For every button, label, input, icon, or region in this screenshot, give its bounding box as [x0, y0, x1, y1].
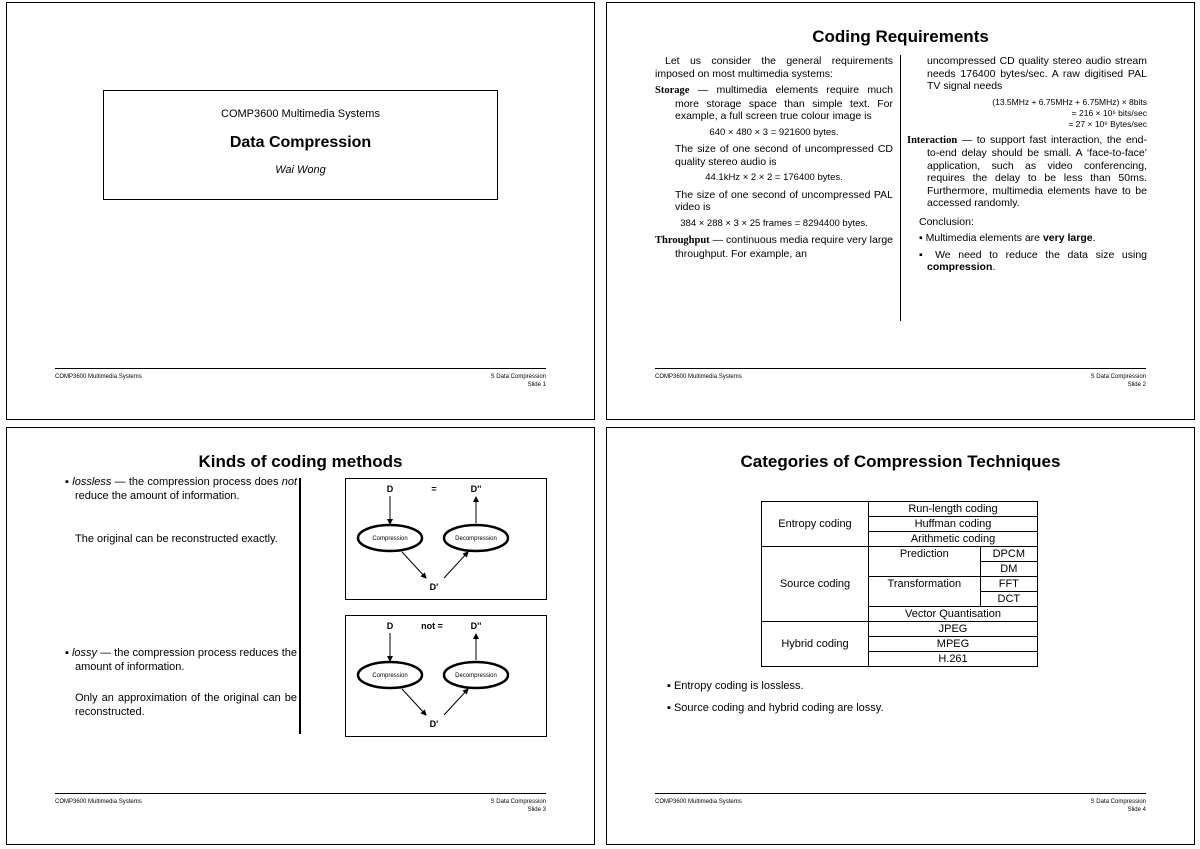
author: Wai Wong [275, 164, 326, 176]
arrow-from-compressed [444, 552, 468, 578]
data-label: D [386, 621, 394, 631]
footer-course: COMP3600 Multimedia Systems [655, 799, 742, 805]
technique-prediction: Prediction [869, 547, 981, 577]
technique-fft: FFT [980, 577, 1037, 592]
slide-2 [606, 2, 1195, 420]
reconstructed-label: D'' [470, 621, 482, 631]
slide-3 [6, 427, 595, 845]
lossless-diagram [345, 478, 547, 600]
compression-label: Compression [372, 536, 408, 542]
arrow-to-compressed [402, 552, 426, 578]
column-divider [900, 55, 901, 321]
lossless-note: The original can be reconstructed exactly. [75, 533, 278, 545]
slide-title: Coding Requirements [812, 27, 989, 46]
technique-huffman: Huffman coding [869, 517, 1038, 532]
conclusion-bullet-2: ▪ We need to reduce the data size using compression. [919, 248, 1148, 273]
technique-mpeg: MPEG [869, 637, 1038, 652]
equation-image-size: 640 × 480 × 3 = 921600 bytes. [709, 126, 839, 138]
title-box [103, 90, 498, 200]
footer-slide-number: Slide 1 [527, 382, 546, 388]
compression-categories-table [761, 501, 1038, 667]
slide-title: Categories of Compression Techniques [740, 452, 1061, 471]
footer-course: COMP3600 Multimedia Systems [655, 374, 742, 380]
data-label: D [386, 484, 394, 494]
column-divider [299, 478, 301, 734]
slide-footer [655, 793, 1146, 813]
lossy-diagram [345, 615, 547, 737]
left-column [655, 55, 893, 264]
footer-course: COMP3600 Multimedia Systems [55, 799, 142, 805]
audio-text: The size of one second of uncompressed CD quality stereo audio is [675, 143, 893, 168]
footer-section: S Data Compression [1090, 374, 1146, 380]
right-column [907, 55, 1147, 278]
equals-label: = [431, 484, 437, 494]
technique-transformation: Transformation [869, 577, 981, 607]
category-hybrid: Hybrid coding [762, 622, 869, 667]
arrow-from-compressed [444, 689, 468, 715]
compressed-label: D' [429, 582, 439, 592]
throughput-continued: uncompressed CD quality stereo audio stream needs 176400 bytes/sec. A raw digitised PAL TV signal needs [927, 55, 1147, 92]
technique-h261: H.261 [869, 652, 1038, 667]
interaction-paragraph: Interaction — to support fast interaction, the end-to-end delay should be small. A ‘face-to-face’ application, such as video conferencing, requires the delay to be less than 50ms. Furthermore, multimedia elements have to be accessed randomly. [907, 133, 1147, 209]
technique-arithmetic: Arithmetic coding [869, 532, 1038, 547]
throughput-paragraph: Throughput — continuous media require very large throughput. For example, an [655, 234, 893, 260]
video-text: The size of one second of uncompressed PAL video is [675, 188, 893, 213]
bullet-entropy-lossless: ▪ Entropy coding is lossless. [667, 680, 804, 692]
slide-footer [55, 793, 546, 813]
lossy-note: Only an approximation of the original can be reconstructed. [75, 692, 297, 718]
equation-audio-size: 44.1kHz × 2 × 2 = 176400 bytes. [705, 172, 843, 183]
technique-dm: DM [980, 562, 1037, 577]
footer-slide-number: Slide 2 [1127, 382, 1146, 388]
footer-section: S Data Compression [490, 799, 546, 805]
equation-pal-signal: (13.5MHz + 6.75MHz + 6.75MHz) × 8bits = 216 × 10⁶ bits/sec = 27 × 10⁶ Bytes/sec [992, 96, 1147, 129]
technique-dct: DCT [980, 592, 1037, 607]
footer-course: COMP3600 Multimedia Systems [55, 374, 142, 380]
decompression-label: Decompression [455, 673, 497, 679]
reconstructed-label: D'' [470, 484, 482, 494]
technique-dpcm: DPCM [980, 547, 1037, 562]
bullet-source-hybrid-lossy: ▪ Source coding and hybrid coding are lossy. [667, 702, 884, 714]
slide-4 [606, 427, 1195, 845]
category-entropy: Entropy coding [762, 502, 869, 547]
slide-1 [6, 2, 595, 420]
technique-rle: Run-length coding [869, 502, 1038, 517]
decompression-label: Decompression [455, 536, 497, 542]
presentation-title: Data Compression [229, 134, 372, 151]
technique-jpeg: JPEG [869, 622, 1038, 637]
equation-video-size: 384 × 288 × 3 × 25 frames = 8294400 bytes. [680, 217, 868, 229]
compression-label: Compression [372, 673, 408, 679]
storage-paragraph: Storage — multimedia elements require much more storage space than simple text. For example, a full screen true colour image is [655, 84, 893, 122]
lossless-item: ▪ lossless — the compression process does not reduce the amount of information. The original can be reconstructed exactly. [65, 476, 297, 545]
not-equals-label: not = [421, 621, 443, 631]
footer-section: S Data Compression [1090, 799, 1146, 805]
footer-section: S Data Compression [490, 374, 546, 380]
course-name: COMP3600 Multimedia Systems [221, 108, 380, 120]
technique-vq: Vector Quantisation [869, 607, 1038, 622]
slide-footer [55, 368, 546, 388]
conclusion-bullet-1: ▪ Multimedia elements are very large. [919, 232, 1096, 244]
arrow-to-compressed [402, 689, 426, 715]
slide-footer [655, 368, 1146, 388]
intro-text: Let us consider the general requirements imposed on most multimedia systems: [655, 55, 893, 80]
conclusion-heading: Conclusion: [919, 215, 974, 228]
footer-slide-number: Slide 3 [527, 807, 546, 813]
lossy-item: ▪ lossy — the compression process reduces the amount of information. Only an approximation of the original can be reconstructed. [65, 647, 297, 718]
compressed-label: D' [429, 719, 439, 729]
slide-title: Kinds of coding methods [198, 452, 403, 471]
category-source: Source coding [762, 547, 869, 622]
footer-slide-number: Slide 4 [1127, 807, 1146, 813]
